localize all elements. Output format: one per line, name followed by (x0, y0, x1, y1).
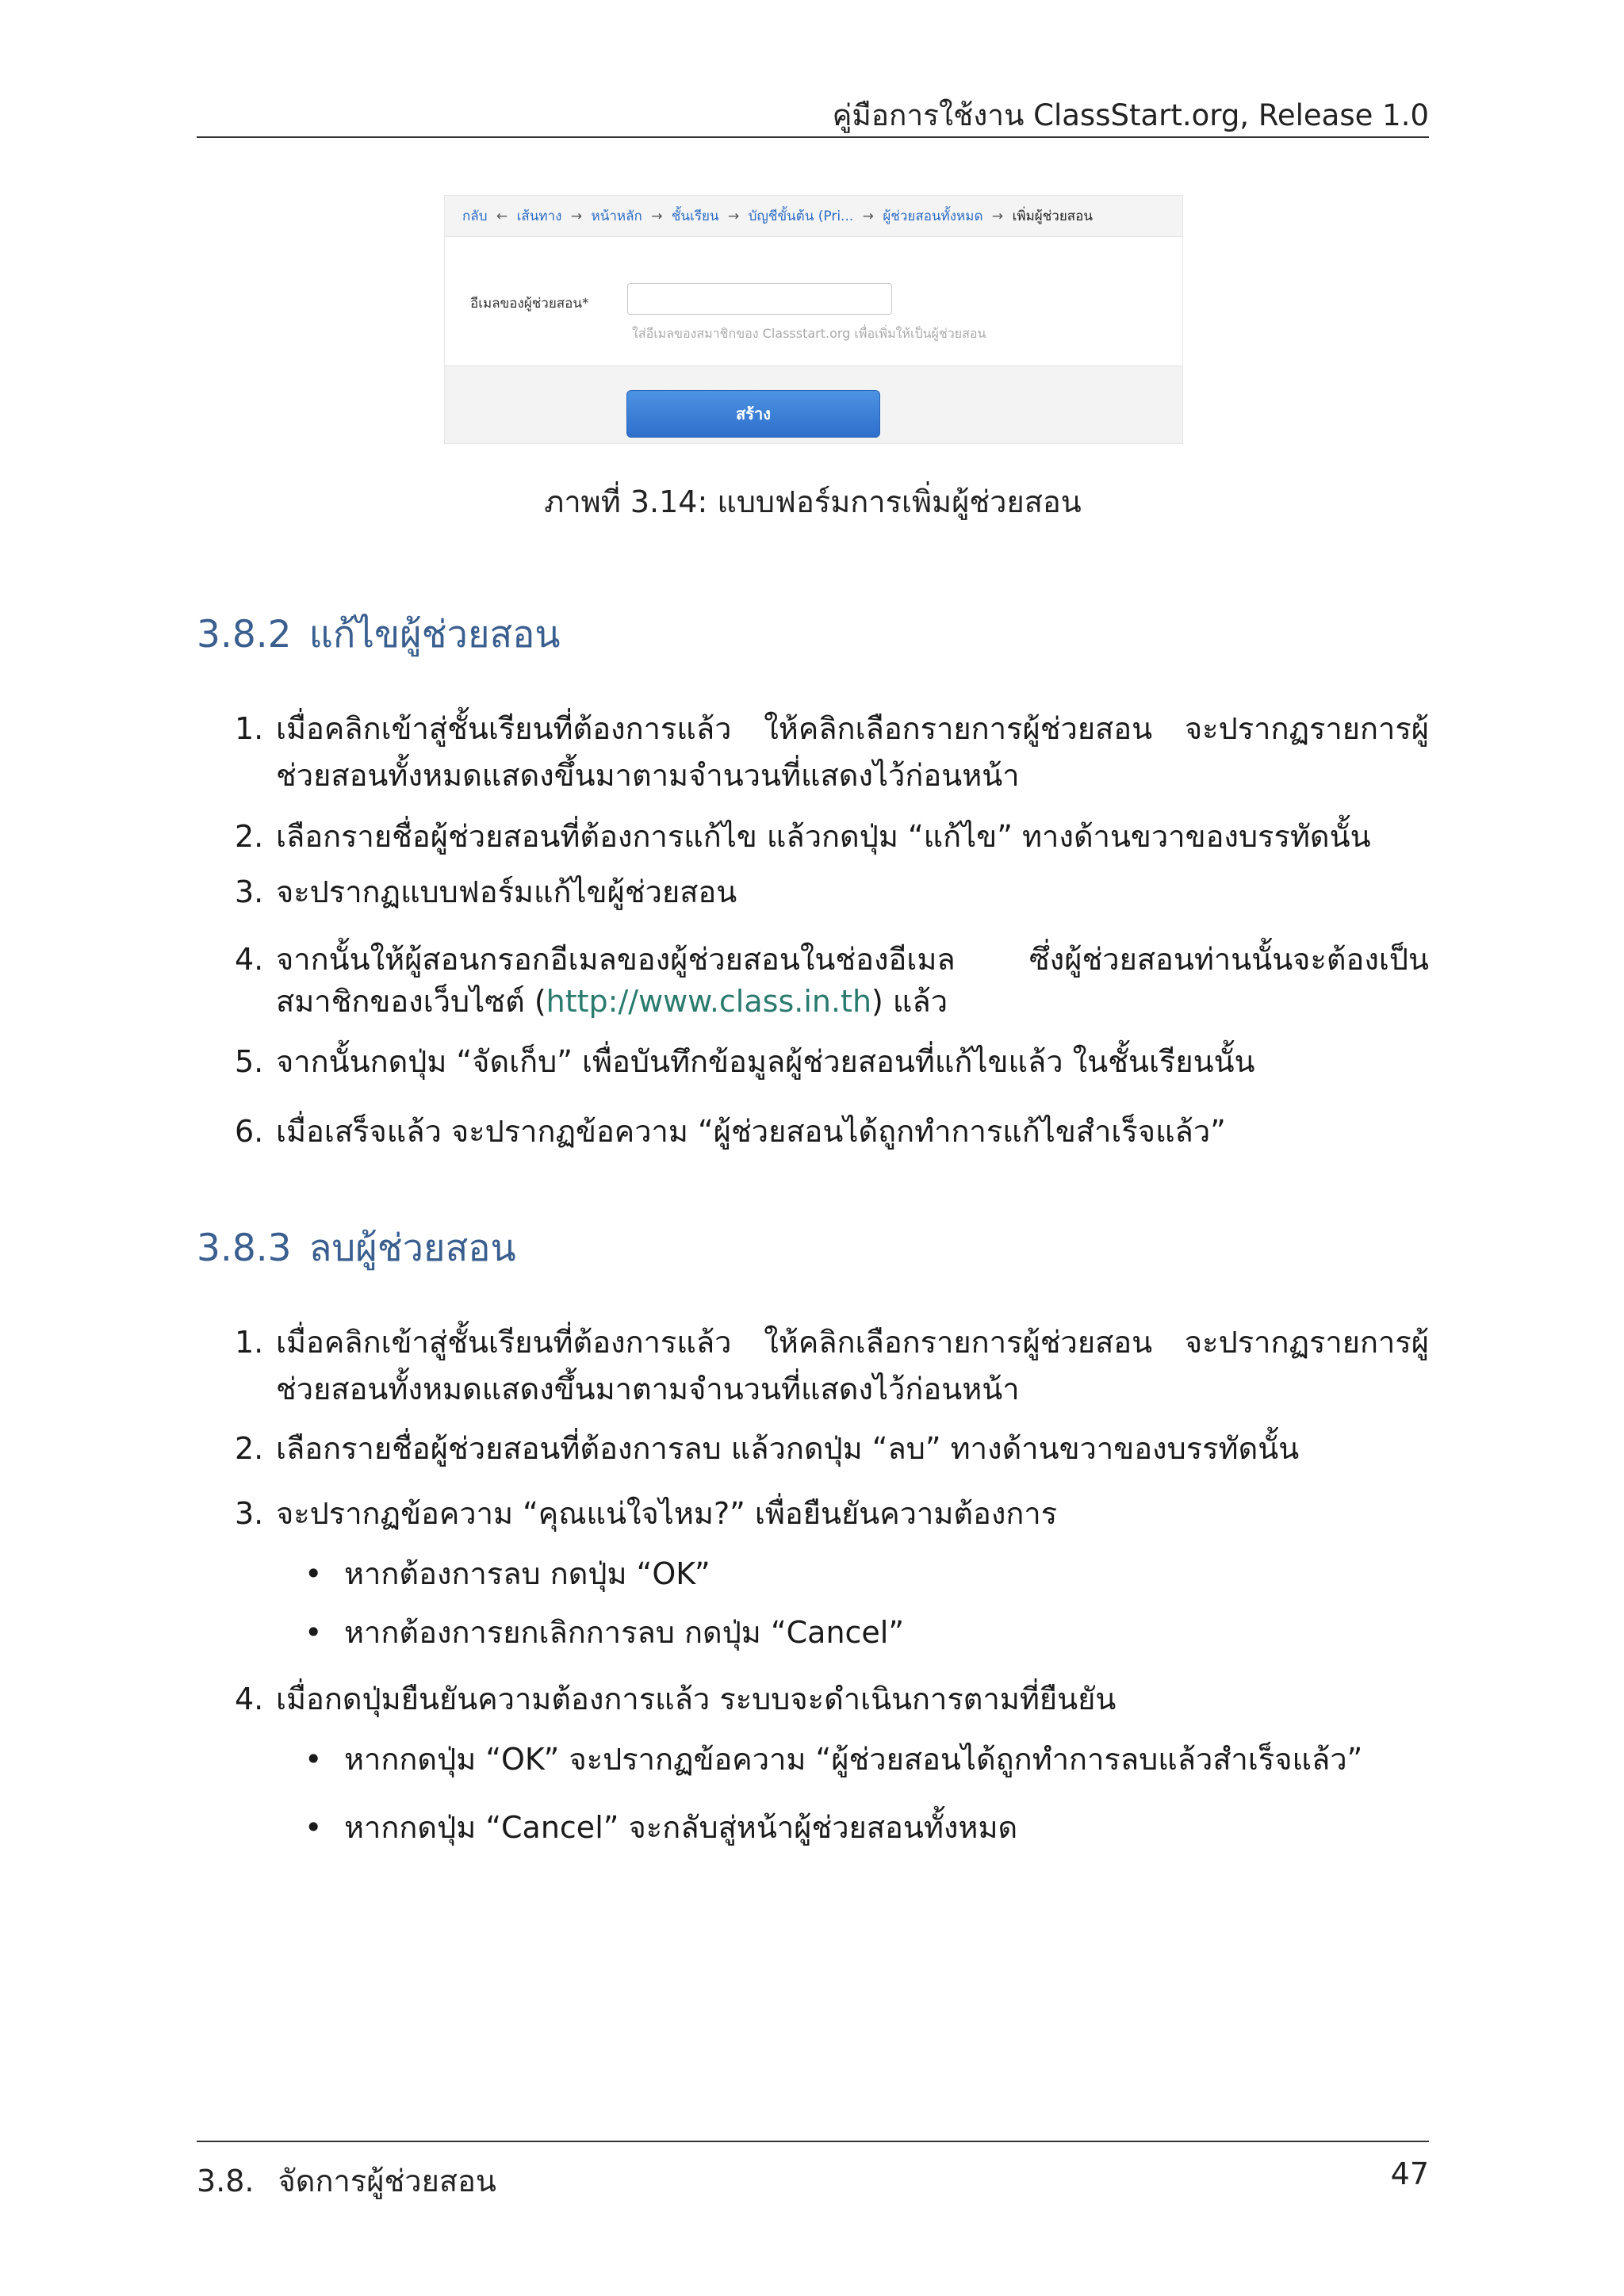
list-item: 5. จากนั้นกดปุ่ม “จัดเก็บ” เพื่อบันทึกข้อมูลผู้ช่วยสอนที่แก้ไขแล้ว ในชั้นเรียนนั้น (235, 1044, 1255, 1079)
bullet-icon: • (304, 1556, 323, 1591)
header-rule (197, 136, 1429, 138)
bullet-item: • หากต้องการลบ กดปุ่ม “OK” (304, 1551, 1429, 1598)
list-item: 2. เลือกรายชื่อผู้ช่วยสอนที่ต้องการลบ แล้วกดปุ่ม “ลบ” ทางด้านขวาของบรรทัดนั้น (235, 1431, 1300, 1466)
footer-section (197, 2156, 496, 2205)
footer-section-title: จัดการผู้ช่วยสอน (278, 2164, 496, 2198)
section-number: 3.8.3 (197, 1226, 292, 1270)
create-button[interactable]: สร้าง (626, 390, 880, 438)
breadcrumb-item-assistants[interactable]: ผู้ช่วยสอนทั้งหมด (883, 209, 983, 224)
breadcrumb-item-class[interactable]: บัญชีขั้นต้น (Pri... (748, 209, 854, 224)
list-item: 3. จะปรากฏแบบฟอร์มแก้ไขผู้ช่วยสอน (235, 874, 737, 909)
arrow-right-icon: → (570, 209, 583, 224)
figure-screenshot (444, 195, 1183, 444)
bullet-icon: • (304, 1742, 323, 1777)
email-field-label: อีเมลของผู้ช่วยสอน* (470, 296, 589, 312)
section-number: 3.8.2 (197, 613, 292, 656)
bullet-icon: • (304, 1615, 323, 1650)
email-field[interactable] (627, 283, 892, 315)
list-item: 3. จะปรากฏข้อความ “คุณแน่ใจไหม?” เพื่อยืนยันความต้องการ (235, 1496, 1058, 1531)
bullet-item: • หากกดปุ่ม “OK” จะปรากฏข้อความ “ผู้ช่วยสอนได้ถูกทำการลบแล้วสำเร็จแล้ว” (304, 1736, 1429, 1783)
list-item: 2. เลือกรายชื่อผู้ช่วยสอนที่ต้องการแก้ไข แล้วกดปุ่ม “แก้ไข” ทางด้านขวาของบรรทัดนั้น (235, 819, 1371, 854)
arrow-right-icon: → (727, 209, 740, 224)
list-item: 1. เมื่อคลิกเข้าสู่ชั้นเรียนที่ต้องการแล้ว ให้คลิกเลือกรายการผู้ช่วยสอน จะปรากฏรายการผู้ช่วยสอนทั้งหมดแสดงขึ้นมาตามจำนวนที่แสดงไว้ก่อนหน้า (235, 1325, 1429, 1406)
form-actions (445, 365, 1182, 444)
bullet-item: • หากต้องการยกเลิกการลบ กดปุ่ม “Cancel” (304, 1609, 1429, 1656)
arrow-right-icon: → (991, 209, 1004, 224)
section-title: แก้ไขผู้ช่วยสอน (308, 613, 561, 656)
breadcrumb-current: เพิ่มผู้ช่วยสอน (1012, 209, 1093, 224)
section-heading-edit (197, 604, 561, 664)
bullet-icon: • (304, 1810, 323, 1845)
breadcrumb (445, 196, 1182, 237)
breadcrumb-back-link[interactable]: กลับ (462, 209, 488, 224)
breadcrumb-item-classes[interactable]: ชั้นเรียน (671, 209, 719, 224)
section-title: ลบผู้ช่วยสอน (308, 1226, 516, 1270)
list-item: 4. เมื่อกดปุ่มยืนยันความต้องการแล้ว ระบบจะดำเนินการตามที่ยืนยัน (235, 1682, 1116, 1716)
email-help-text: ใส่อีเมลของสมาชิกของ Classstart.org เพื่อเพิ่มให้เป็นผู้ช่วยสอน (632, 326, 986, 341)
arrow-left-icon: ← (496, 209, 508, 224)
arrow-right-icon: → (862, 209, 874, 224)
website-link[interactable]: http://www.class.in.th (546, 984, 872, 1019)
running-header: คู่มือการใช้งาน ClassStart.org, Release 1.0 (832, 98, 1429, 132)
arrow-right-icon: → (651, 209, 663, 224)
bullet-item: • หากกดปุ่ม “Cancel” จะกลับสู่หน้าผู้ช่วยสอนทั้งหมด (304, 1804, 1429, 1851)
breadcrumb-item-path[interactable]: เส้นทาง (516, 209, 562, 224)
footer-section-number: 3.8. (197, 2164, 255, 2198)
page-number: 47 (1390, 2156, 1429, 2191)
breadcrumb-item-home[interactable]: หน้าหลัก (591, 209, 642, 224)
section-heading-delete (197, 1218, 516, 1277)
list-item: 1. เมื่อคลิกเข้าสู่ชั้นเรียนที่ต้องการแล้ว ให้คลิกเลือกรายการผู้ช่วยสอน จะปรากฏรายการผู้ช่วยสอนทั้งหมดแสดงขึ้นมาตามจำนวนที่แสดงไว้ก่อนหน้า (235, 711, 1429, 793)
list-item: 4. จากนั้นให้ผู้สอนกรอกอีเมลของผู้ช่วยสอนในช่องอีเมล ซึ่งผู้ช่วยสอนท่านนั้นจะต้องเป็นสมาชิกของเว็บไซต์ (http://www.class.in.th) แล้ว (235, 942, 1429, 1019)
figure-caption: ภาพที่ 3.14: แบบฟอร์มการเพิ่มผู้ช่วยสอน (544, 484, 1082, 519)
footer-rule (197, 2141, 1429, 2142)
list-item: 6. เมื่อเสร็จแล้ว จะปรากฏข้อความ “ผู้ช่วยสอนได้ถูกทำการแก้ไขสำเร็จแล้ว” (235, 1114, 1226, 1149)
